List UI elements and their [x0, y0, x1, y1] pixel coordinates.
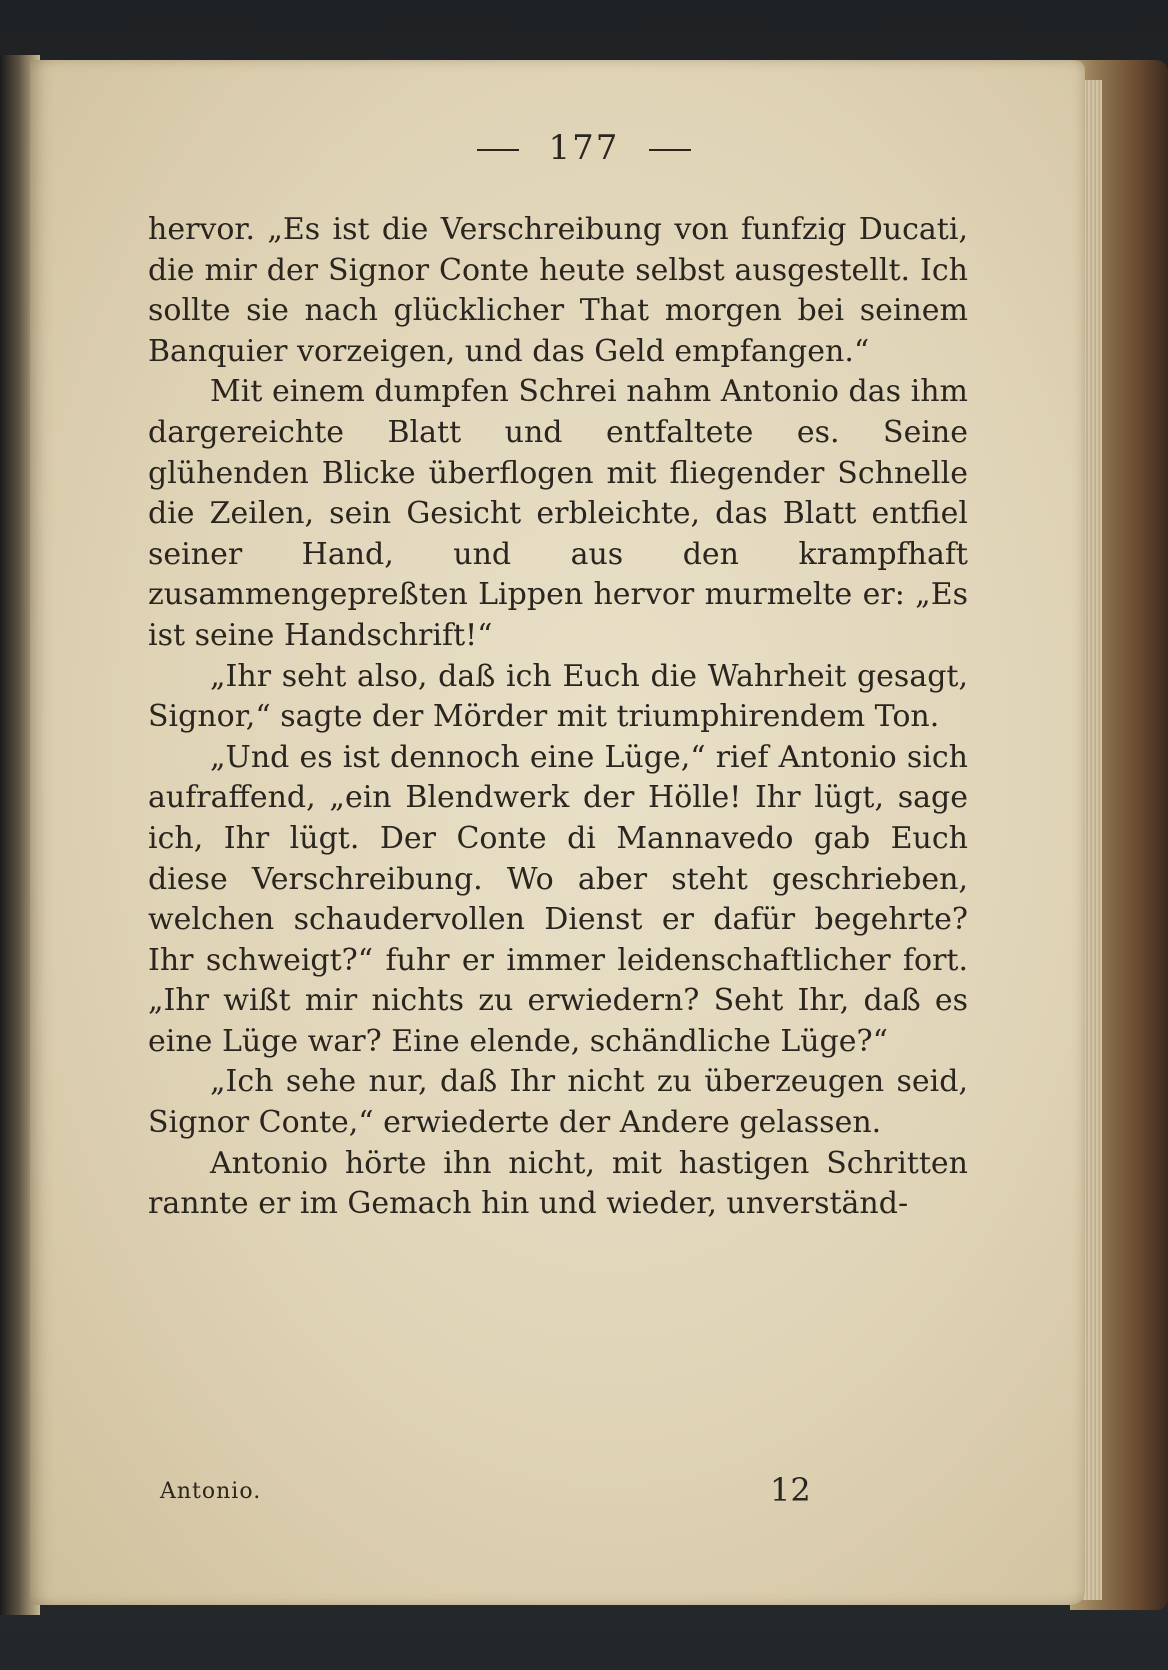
- body-text: [148, 210, 968, 1225]
- header-dash-right: [649, 149, 691, 151]
- sheet-number: 12: [770, 1471, 811, 1509]
- paragraph-6: Antonio hörte ihn nicht, mit hastigen Schritten rannte er im Gemach hin und wieder, unverständ-: [148, 1145, 968, 1222]
- header-dash-left: [477, 149, 519, 151]
- paragraph-1: hervor. „Es ist die Verschreibung von funfzig Ducati, die mir der Signor Conte heute selbst ausgestellt. Ich sollte sie nach glücklicher That morgen bei seinem Banquier vorzeigen, und das Geld empfangen.“: [148, 212, 968, 369]
- paragraph-3: „Ihr seht also, daß ich Euch die Wahrheit gesagt, Signor,“ sagte der Mörder mit triumphirendem Ton.: [148, 658, 968, 735]
- signature-mark: Antonio.: [160, 1479, 262, 1504]
- paragraph-2: Mit einem dumpfen Schrei nahm Antonio das ihm dargereichte Blatt und entfaltete es. Seine glühenden Blicke überflogen mit fliegender Schnelle die Zeilen, sein Gesicht erbleichte, das Blatt entfiel seiner Hand, und aus den krampfhaft zusammengepreßten Lippen hervor murmelte er: „Es ist seine Handschrift!“: [148, 374, 968, 653]
- page-header: [0, 128, 1168, 168]
- page-number: 177: [548, 128, 620, 168]
- paragraph-4: „Und es ist dennoch eine Lüge,“ rief Antonio sich aufraffend, „ein Blendwerk der Hölle! Ihr lügt, sage ich, Ihr lügt. Der Conte di Mannavedo gab Euch diese Verschreibung. Wo aber steht geschrieben, welchen schaudervollen Dienst er dafür begehrte? Ihr schweigt?“ fuhr er immer leidenschaftlicher fort. „Ihr wißt mir nichts zu erwiedern? Seht Ihr, daß es eine Lüge war? Eine elende, schändliche Lüge?“: [148, 739, 968, 1059]
- paragraph-5: „Ich sehe nur, daß Ihr nicht zu überzeugen seid, Signor Conte,“ erwiederte der Andere gelassen.: [148, 1064, 968, 1141]
